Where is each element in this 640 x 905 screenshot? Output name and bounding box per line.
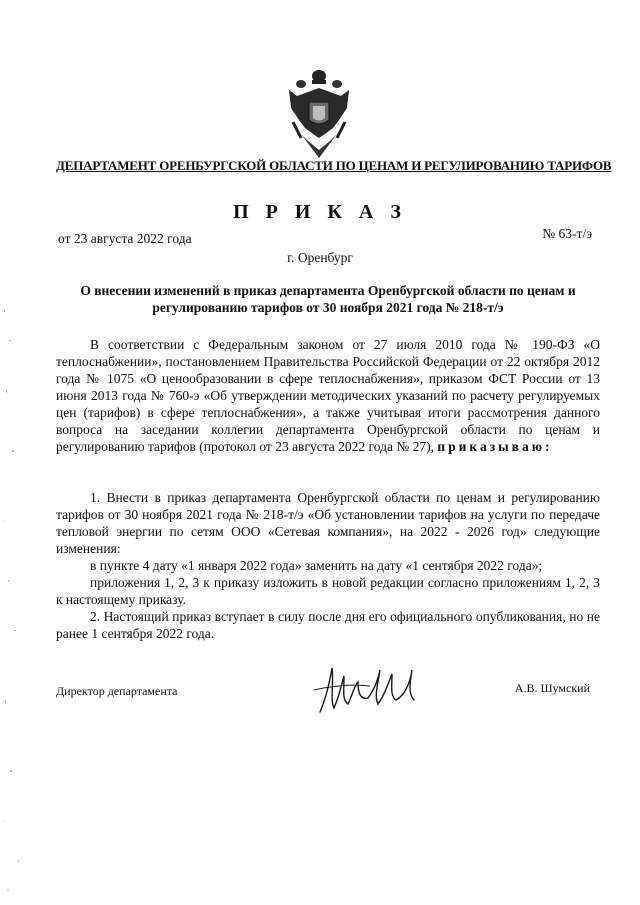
order-number: № 63-т/э	[542, 226, 592, 241]
decree-word: приказываю:	[437, 439, 553, 454]
preamble	[56, 336, 600, 455]
signatory-position: Директор департамента	[56, 684, 178, 698]
item-1-change-a: в пункте 4 дату «1 января 2022 года» заменить на дату «1 сентября 2022 года»;	[90, 558, 543, 573]
preamble-text: В соответствии с Федеральным законом от 27 июля 2010 года № 190-ФЗ «О теплоснабжении», постановлением Правительства Российской Федерации от 22 октября 2012 года № 1075 «О ценообразовании в сфере теплоснабжения», приказом ФСТ России от 13 июня 2013 года № 760-э «Об утверждении методических указаний по расчету регулируемых цен (тарифов) в сфере теплоснабжения», а также учитывая итоги рассмотрения данного вопроса на заседании коллегии департамента Оренбургской области по ценам и регулированию тарифов (протокол от 23 августа 2022 года № 27),	[56, 337, 600, 454]
department-name: ДЕПАРТАМЕНТ ОРЕНБУРГСКОЙ ОБЛАСТИ ПО ЦЕНАМ И РЕГУЛИРОВАНИЮ ТАРИФОВ	[56, 158, 612, 173]
document-title: П Р И К А З	[233, 201, 407, 223]
item-1: 1. Внести в приказ департамента Оренбургской области по ценам и регулированию тарифов от 30 ноября 2021 года № 218-т/э «Об установлении тарифов на услуги по передаче тепловой энергии по сетям ООО «Сетевая компания», на 2022 - 2026 год» следующие изменения:	[56, 490, 600, 556]
order-date: от 23 августа 2022 года	[58, 231, 192, 246]
signatory-name: А.В. Шумский	[514, 681, 590, 695]
order-city: г. Оренбург	[287, 250, 353, 265]
item-1-change-b: приложения 1, 2, 3 к приказу изложить в новой редакции согласно приложениям 1, 2, 3 к настоящему приказу.	[56, 575, 600, 607]
handwritten-signature	[312, 660, 430, 718]
document-subject: О внесении изменений в приказ департамента Оренбургской области по ценам и регулированию тарифов от 30 ноября 2021 года № 218-т/э	[80, 283, 576, 315]
coat-of-arms-icon	[287, 68, 351, 162]
order-items	[56, 489, 600, 642]
item-2: 2. Настоящий приказ вступает в силу после дня его официального опубликования, но не ранее 1 сентября 2022 года.	[56, 609, 600, 641]
preamble-paragraph	[56, 336, 600, 455]
scan-noise	[0, 300, 44, 900]
